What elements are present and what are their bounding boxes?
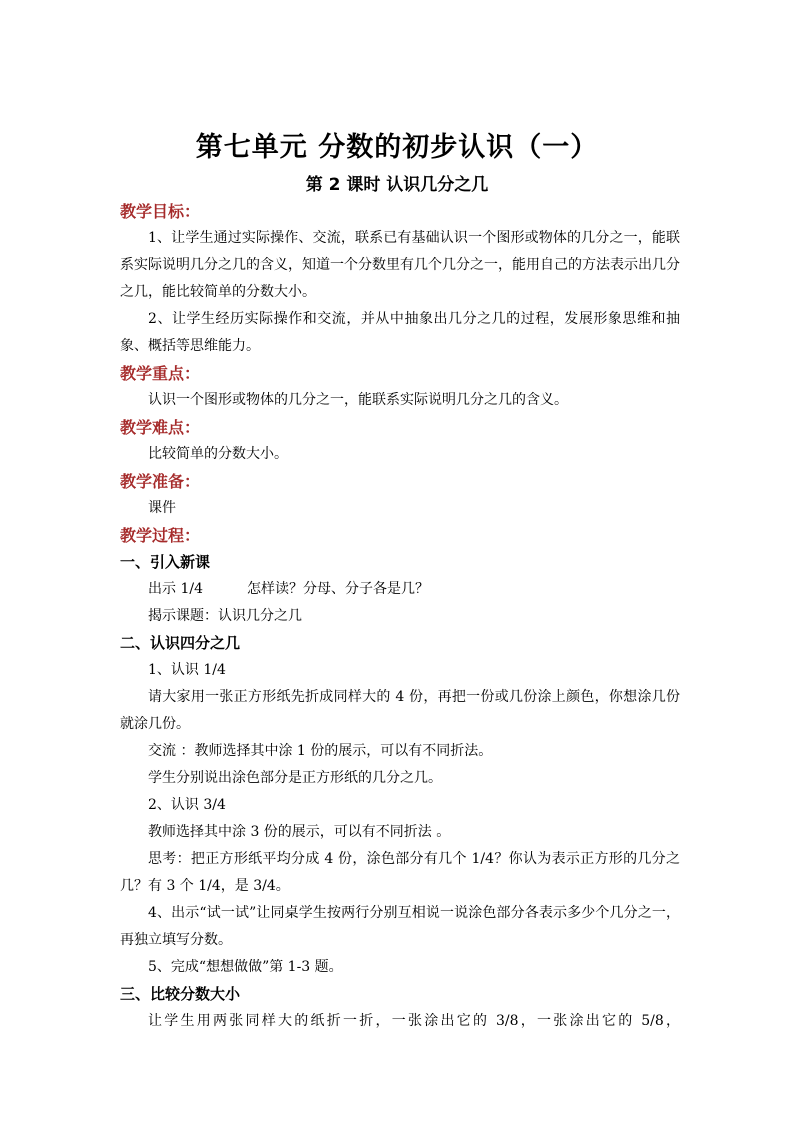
objectives-heading: 教学目标： [120, 202, 201, 221]
part2-paragraph-2: 交流 ：教师选择其中涂 1 份的展示，可以有不同折法。 [148, 743, 493, 759]
document-body [120, 198, 680, 1035]
part1-show-question: 怎样读？分母、分子各是几？ [246, 581, 429, 597]
part2-heading: 二、认识四分之几 [120, 634, 241, 652]
document-title: 第七单元 分数的初步认识（一） [195, 132, 599, 163]
key-point-paragraph: 认识一个图形或物体的几分之一，能联系实际说明几分之几的含义。 [148, 392, 568, 408]
part1-reveal: 揭示课题：认识几分之几 [148, 608, 302, 624]
part1-heading: 一、引入新课 [120, 553, 211, 571]
part2-paragraph-5: 思考：把正方形纸平均分成 4 份，涂色部分有几个 1/4？你认为表示正方形的几分之几？有 3 个 1/4，是 3/4。 [120, 851, 680, 894]
difficulty-heading: 教学难点： [120, 418, 201, 437]
part2-step-1: 1、认识 1/4 [148, 662, 226, 678]
part2-paragraph-7: 5、完成“想想做做”第 1-3 题。 [148, 959, 343, 975]
part3-paragraph-1: 让学生用两张同样大的纸折一折，一张涂出它的 3/8，一张涂出它的 5/8， [148, 1013, 680, 1029]
part2-step-2: 2、认识 3/4 [148, 797, 226, 813]
part3-heading: 三、比较分数大小 [120, 985, 241, 1003]
key-point-heading: 教学重点： [120, 364, 201, 383]
lesson-subtitle: 第 2 课时 认识几分之几 [305, 175, 489, 195]
difficulty-paragraph: 比较简单的分数大小。 [148, 446, 288, 462]
process-heading: 教学过程： [120, 526, 201, 545]
part1-show-label: 出示 1/4 [148, 581, 203, 597]
part1-show-line [120, 576, 680, 603]
objectives-paragraph-1: 1、让学生通过实际操作、交流，联系已有基础认识一个图形或物体的几分之一，能联系实际说明几分之几的含义，知道一个分数里有几个几分之一，能用自己的方法表示出几分之几，能比较简单的分数大小。 [120, 230, 680, 300]
part2-paragraph-4: 教师选择其中涂 3 份的展示，可以有不同折法 。 [148, 824, 451, 840]
objectives-paragraph-2: 2、让学生经历实际操作和交流，并从中抽象出几分之几的过程，发展形象思维和抽象、概括等思维能力。 [120, 311, 680, 354]
part2-paragraph-3: 学生分别说出涂色部分是正方形纸的几分之几。 [148, 770, 442, 786]
part2-paragraph-6: 4、出示“试一试”让同桌学生按两行分别互相说一说涂色部分各表示多少个几分之一，再独立填写分数。 [120, 905, 680, 948]
preparation-heading: 教学准备： [120, 472, 201, 491]
part2-paragraph-1: 请大家用一张正方形纸先折成同样大的 4 份，再把一份或几份涂上颜色，你想涂几份就涂几份。 [120, 689, 680, 732]
preparation-paragraph: 课件 [148, 500, 176, 516]
